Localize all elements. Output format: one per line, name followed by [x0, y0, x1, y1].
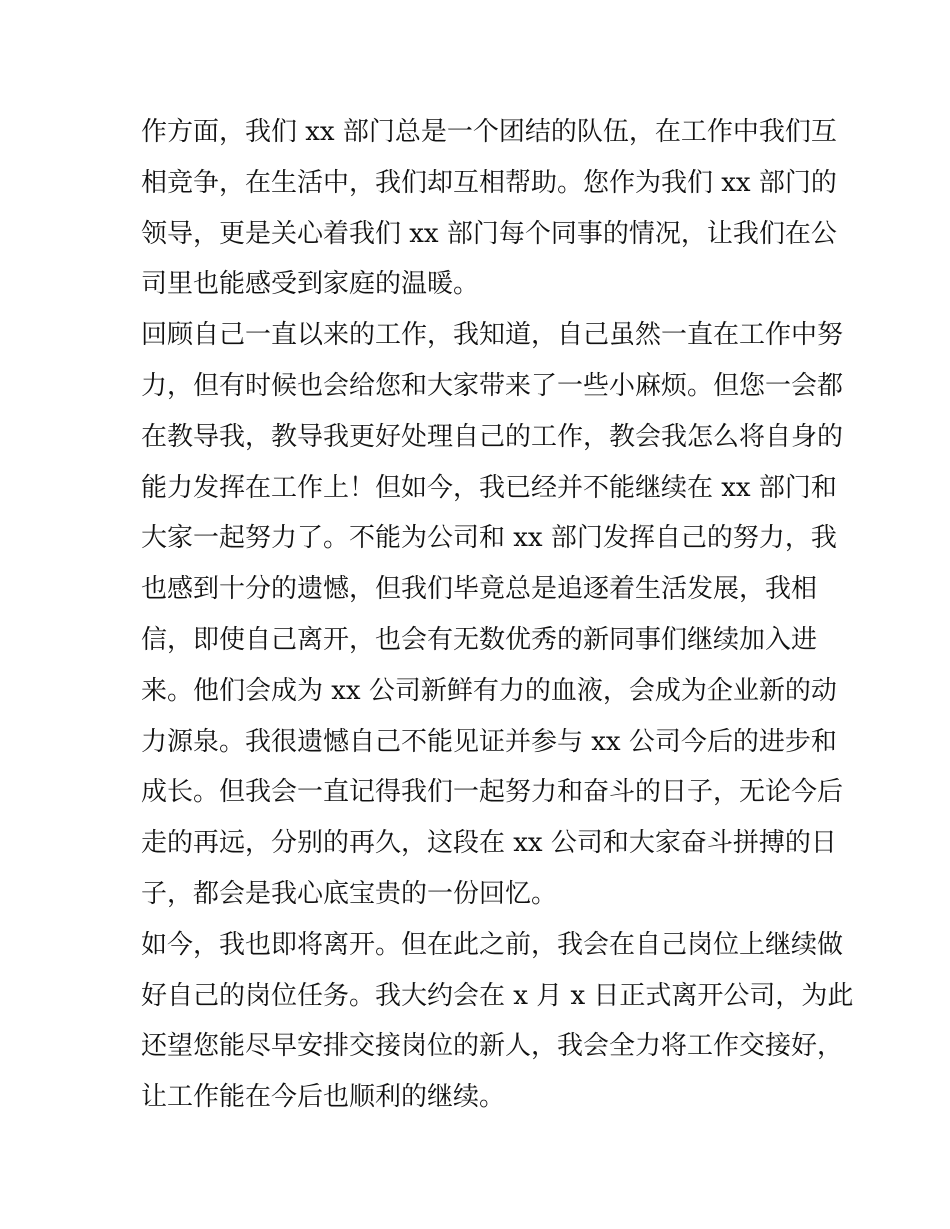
- text-line: 大家一起努力了。不能为公司和 xx 部门发挥自己的努力，我: [141, 523, 837, 554]
- text-line: 力，但有时候也会给您和大家带来了一些小麻烦。但您一会都: [141, 370, 844, 401]
- text-line: 好自己的岗位任务。我大约会在 x 月 x 日正式离开公司，为此: [141, 980, 854, 1011]
- text-line: 走的再远，分别的再久，这段在 xx 公司和大家奋斗拼搏的日: [141, 828, 837, 859]
- text-line: 作方面，我们 xx 部门总是一个团结的队伍，在工作中我们互: [141, 117, 837, 147]
- text-line: 还望您能尽早安排交接岗位的新人，我会全力将工作交接好，: [141, 1031, 844, 1062]
- text-line: 让工作能在今后也顺利的继续。: [141, 1082, 506, 1113]
- text-line: 成长。但我会一直记得我们一起努力和奋斗的日子，无论今后: [141, 777, 844, 808]
- letter-body: [141, 107, 854, 1123]
- text-line: 领导，更是关心着我们 xx 部门每个同事的情况，让我们在公: [141, 218, 837, 249]
- text-line: 相竞争，在生活中，我们却互相帮助。您作为我们 xx 部门的: [141, 167, 837, 198]
- text-line: 在教导我，教导我更好处理自己的工作，教会我怎么将自身的: [141, 421, 844, 452]
- text-line: 子，都会是我心底宝贵的一份回忆。: [141, 878, 558, 909]
- text-line: 来。他们会成为 xx 公司新鲜有力的血液，会成为企业新的动: [141, 675, 837, 706]
- text-line: 如今，我也即将离开。但在此之前，我会在自己岗位上继续做: [141, 929, 844, 960]
- text-line: 信，即使自己离开，也会有无数优秀的新同事们继续加入进: [141, 624, 818, 655]
- text-line: 司里也能感受到家庭的温暖。: [141, 269, 480, 300]
- text-line: 回顾自己一直以来的工作，我知道，自己虽然一直在工作中努: [141, 320, 844, 351]
- text-line: 能力发挥在工作上！但如今，我已经并不能继续在 xx 部门和: [141, 472, 837, 503]
- text-line: 力源泉。我很遗憾自己不能见证并参与 xx 公司今后的进步和: [141, 726, 837, 757]
- text-line: 也感到十分的遗憾，但我们毕竟总是追逐着生活发展，我相: [141, 574, 818, 605]
